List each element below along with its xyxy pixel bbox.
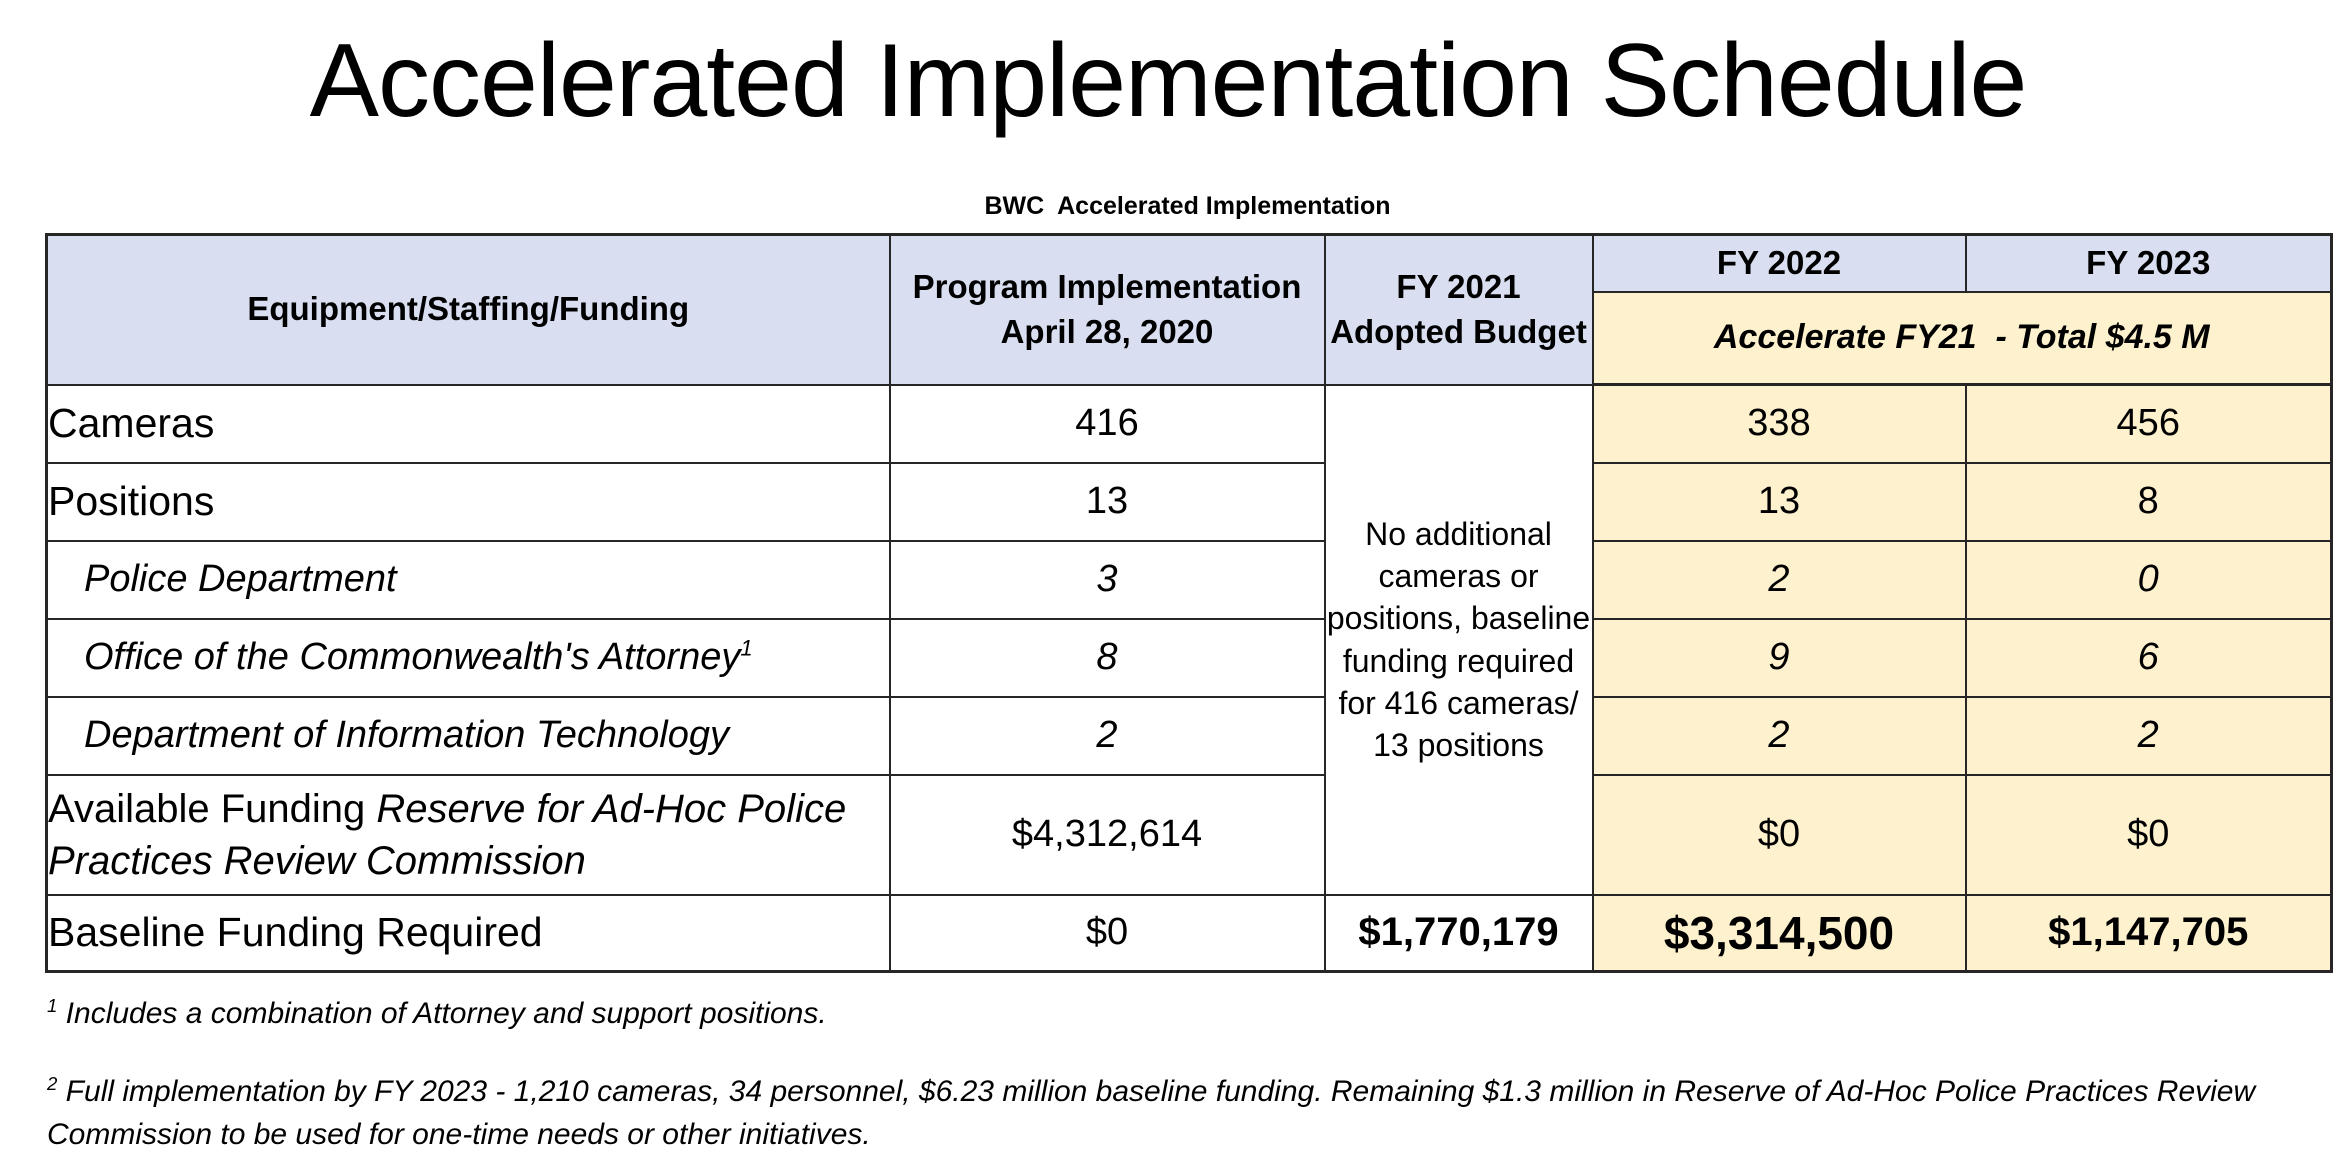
- commonwealths-attorney-label-text: Office of the Commonwealth's Attorney: [84, 636, 741, 678]
- positions-fy2022-value: 13: [1593, 463, 1966, 541]
- accelerate-fy21-banner: Accelerate FY21 - Total $4.5 M: [1593, 292, 2332, 385]
- footnote-2-marker: 2: [47, 1072, 58, 1094]
- row-label-cameras: Cameras: [47, 385, 890, 463]
- commonwealths-attorney-fy2022-value: 9: [1593, 619, 1966, 697]
- table-row-information-technology: [47, 697, 2332, 775]
- police-department-fy2022-value: 2: [1593, 541, 1966, 619]
- row-label-positions: Positions: [47, 463, 890, 541]
- program-implementation-line2: April 28, 2020: [1000, 312, 1214, 350]
- table-row-cameras: [47, 385, 2332, 463]
- footnote-2: [47, 1070, 2309, 1157]
- available-funding-program-value: $4,312,614: [890, 775, 1325, 895]
- baseline-fy2023-value: $1,147,705: [1966, 895, 2332, 972]
- commonwealths-attorney-fy2023-value: 6: [1966, 619, 2332, 697]
- baseline-fy2021-value: $1,770,179: [1325, 895, 1593, 972]
- positions-fy2023-value: 8: [1966, 463, 2332, 541]
- positions-program-value: 13: [890, 463, 1325, 541]
- fy2021-merged-note: No additional cameras or positions, baseline funding required for 416 cameras/ 13 positions: [1325, 385, 1593, 895]
- footnote-1: [47, 992, 2309, 1036]
- cameras-fy2023-value: 456: [1966, 385, 2332, 463]
- footnote-1-marker: 1: [47, 995, 58, 1016]
- table-row-commonwealths-attorney: [47, 619, 2332, 697]
- information-technology-fy2023-value: 2: [1966, 697, 2332, 775]
- available-funding-fy2023-value: $0: [1966, 775, 2332, 895]
- table-row-baseline-funding-required: [47, 895, 2332, 972]
- footnote-1-text: Includes a combination of Attorney and support positions.: [57, 997, 827, 1030]
- information-technology-fy2022-value: 2: [1593, 697, 1966, 775]
- row-label-commonwealths-attorney: [47, 619, 890, 697]
- available-funding-fy2022-value: $0: [1593, 775, 1966, 895]
- fy2021-header-line1: FY 2021: [1396, 268, 1521, 306]
- program-implementation-line1: Program Implementation: [912, 268, 1302, 306]
- row-label-information-technology: Department of Information Technology: [47, 697, 890, 775]
- implementation-schedule-table: [45, 233, 2333, 973]
- column-header-fy2021-adopted-budget: [1325, 235, 1593, 385]
- fy2021-header-line2: Adopted Budget: [1330, 312, 1587, 350]
- cameras-fy2022-value: 338: [1593, 385, 1966, 463]
- baseline-fy2022-value: $3,314,500: [1593, 895, 1966, 972]
- footnote-2-text: Full implementation by FY 2023 - 1,210 cameras, 34 personnel, $6.23 million baseline funding. Remaining $1.3 million in Reserve of Ad-Hoc Police Practices Review Commission to be used for one-time needs or other initiatives.: [47, 1074, 2256, 1151]
- cameras-program-value: 416: [890, 385, 1325, 463]
- table-caption: BWC Accelerated Implementation: [984, 192, 1391, 220]
- footnotes-section: [47, 992, 2309, 1170]
- column-header-fy2023: FY 2023: [1966, 235, 2332, 292]
- column-header-program-implementation: [890, 235, 1325, 385]
- baseline-program-value: $0: [890, 895, 1325, 972]
- row-label-available-funding: [47, 775, 890, 895]
- table-row-positions: [47, 463, 2332, 541]
- information-technology-program-value: 2: [890, 697, 1325, 775]
- column-header-equipment-staffing-funding: Equipment/Staffing/Funding: [47, 235, 890, 385]
- commonwealths-attorney-program-value: 8: [890, 619, 1325, 697]
- page-title: Accelerated Implementation Schedule: [309, 23, 2027, 139]
- police-department-fy2023-value: 0: [1966, 541, 2332, 619]
- header-row-fiscal-years: [47, 235, 2332, 292]
- column-header-fy2022: FY 2022: [1593, 235, 1966, 292]
- available-funding-label-regular: Available Funding: [48, 786, 377, 831]
- police-department-program-value: 3: [890, 541, 1325, 619]
- footnote-1-reference: 1: [740, 635, 753, 661]
- row-label-police-department: Police Department: [47, 541, 890, 619]
- available-funding-label-italic: Reserve for Ad-Hoc Police Practices Review Commission: [48, 786, 847, 883]
- row-label-baseline-funding-required: Baseline Funding Required: [47, 895, 890, 972]
- table-row-available-funding: [47, 775, 2332, 895]
- table-row-police-department: [47, 541, 2332, 619]
